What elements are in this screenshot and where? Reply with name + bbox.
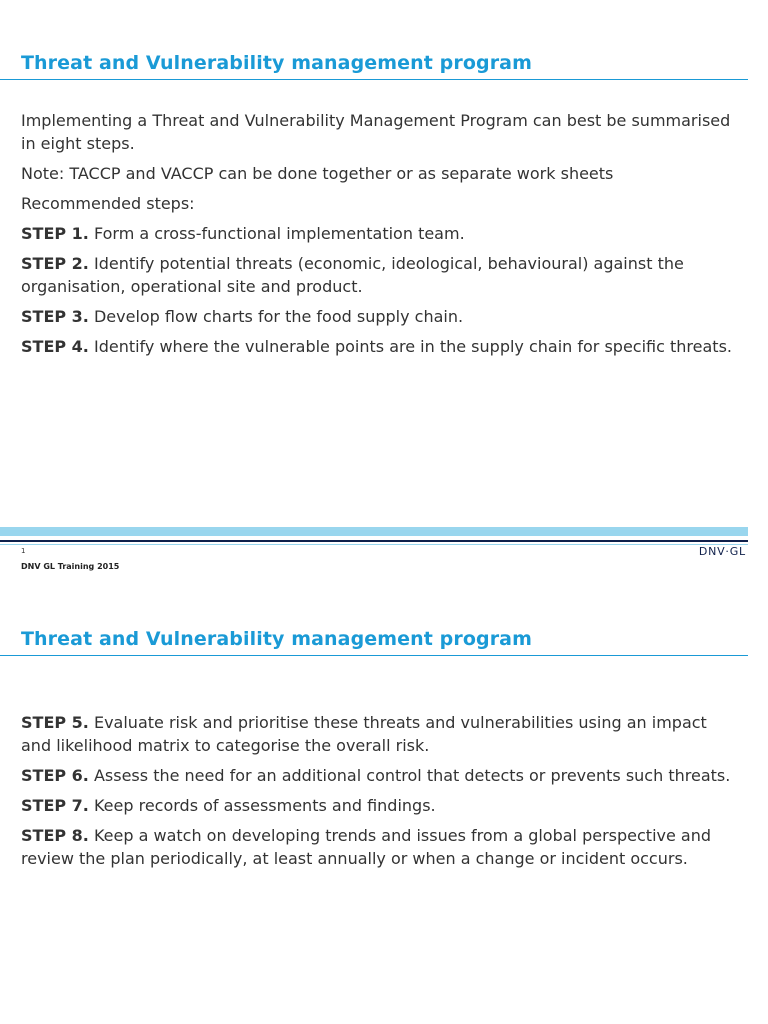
step-label: STEP 1. <box>21 224 89 243</box>
slide-1-title-rule <box>0 79 748 80</box>
dnv-gl-logo: DNV·GL <box>698 545 746 558</box>
footer-org-label: DNV GL Training 2015 <box>21 562 120 571</box>
footer-band-light <box>0 527 748 536</box>
slide-2-body <box>21 711 741 877</box>
step-label: STEP 3. <box>21 307 89 326</box>
page-number: 1 <box>21 547 26 555</box>
slide-1-body <box>21 109 741 365</box>
note-paragraph: Note: TACCP and VACCP can be done together or as separate work sheets <box>21 164 614 183</box>
step-item <box>21 305 741 328</box>
step-label: STEP 4. <box>21 337 89 356</box>
step-label: STEP 7. <box>21 796 89 815</box>
step-text: Keep records of assessments and findings. <box>93 796 436 815</box>
step-item <box>21 335 741 358</box>
step-text: Identify potential threats (economic, ideological, behavioural) against the organisation, operational site and product. <box>21 254 684 296</box>
step-label: STEP 6. <box>21 766 89 785</box>
step-item <box>21 794 741 817</box>
step-text: Develop flow charts for the food supply chain. <box>93 307 464 326</box>
step-item <box>21 711 741 757</box>
slide-2-title-rule <box>0 655 748 656</box>
step-text: Evaluate risk and prioritise these threats and vulnerabilities using an impact and likelihood matrix to categorise the overall risk. <box>21 713 707 755</box>
step-item <box>21 824 741 870</box>
footer-band-thin <box>0 544 748 545</box>
step-text: Keep a watch on developing trends and issues from a global perspective and review the plan periodically, at least annually or when a change or incident occurs. <box>21 826 712 868</box>
footer-band-dark <box>0 540 748 542</box>
step-text: Assess the need for an additional control that detects or prevents such threats. <box>93 766 731 785</box>
step-text: Identify where the vulnerable points are in the supply chain for specific threats. <box>93 337 732 356</box>
step-label: STEP 2. <box>21 254 89 273</box>
step-item <box>21 222 741 245</box>
intro-paragraph: Implementing a Threat and Vulnerability Management Program can best be summarised in eight steps. <box>21 111 731 153</box>
step-label: STEP 8. <box>21 826 89 845</box>
step-label: STEP 5. <box>21 713 89 732</box>
step-item <box>21 252 741 298</box>
slide-1-title: Threat and Vulnerability management program <box>21 52 532 74</box>
step-text: Form a cross-functional implementation team. <box>93 224 465 243</box>
recommended-heading: Recommended steps: <box>21 194 195 213</box>
slide-2-title: Threat and Vulnerability management program <box>21 628 532 650</box>
step-item <box>21 764 741 787</box>
